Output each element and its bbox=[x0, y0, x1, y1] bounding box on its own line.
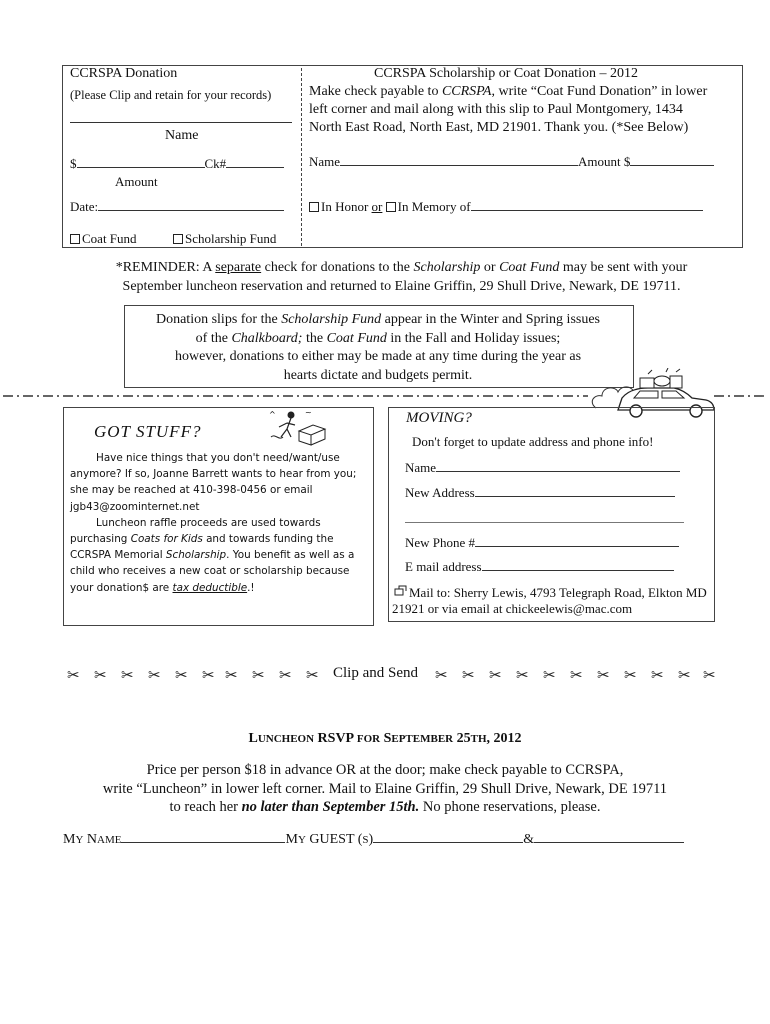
clip-and-send-label: Clip and Send bbox=[333, 665, 418, 681]
moving-title: MOVING? bbox=[406, 410, 472, 426]
amount-field-row bbox=[70, 156, 284, 172]
scissors-icon: ✂ bbox=[678, 668, 691, 684]
moving-name-label: Name bbox=[405, 460, 437, 475]
new-address-label: New Address bbox=[405, 485, 475, 500]
email-label: E mail address bbox=[405, 559, 482, 574]
got-stuff-paragraph-2: Luncheon raffle proceeds are used towards purchasing Coats for Kids and towards funding the CCRSPA Memorial Scholarship. You benefit as well as a child who receives a new coat or scholarship because your donation$ are tax deductible.! bbox=[70, 516, 355, 594]
instruction-line-1: Make check payable to CCRSPA, write “Coat Fund Donation” in lower bbox=[309, 84, 708, 99]
moving-subtitle: Don't forget to update address and phone info! bbox=[412, 434, 654, 449]
donor-name-row bbox=[309, 154, 714, 170]
name-label: Name bbox=[165, 128, 199, 143]
moving-name-line[interactable] bbox=[436, 471, 680, 472]
moving-name-row bbox=[405, 460, 680, 476]
email-row bbox=[405, 559, 674, 575]
scissors-icon: ✂ bbox=[462, 668, 475, 684]
donation-stub-clip-note: (Please Clip and retain for your records) bbox=[70, 88, 272, 102]
scissors-icon: ✂ bbox=[624, 668, 637, 684]
new-phone-row bbox=[405, 535, 679, 551]
fund-checkboxes bbox=[70, 231, 276, 247]
donation-heading: CCRSPA Scholarship or Coat Donation – 2012 bbox=[374, 66, 638, 81]
got-stuff-title: GOT STUFF? bbox=[94, 422, 202, 441]
rsvp-line-3: to reach her no later than September 15th. No phone reservations, please. bbox=[169, 799, 601, 815]
ck-label: Ck# bbox=[204, 156, 227, 171]
mail-to-text: Mail to: Sherry Lewis, 4793 Telegraph Road, Elkton MD 21921 or via email at chickeelewis@mac.com bbox=[392, 585, 707, 616]
scissors-icon: ✂ bbox=[570, 668, 583, 684]
honor-memory-row bbox=[309, 199, 703, 215]
scissors-icon: ✂ bbox=[225, 668, 238, 684]
rsvp-instructions bbox=[0, 761, 770, 817]
amount-label: Amount bbox=[115, 174, 158, 189]
donor-name-line[interactable] bbox=[340, 165, 578, 166]
scissors-icon: ✂ bbox=[175, 668, 188, 684]
donation-instructions bbox=[309, 83, 741, 137]
my-name-line[interactable] bbox=[121, 842, 285, 843]
instruction-line-2: left corner and mail along with this slip to Paul Montgomery, 1434 bbox=[309, 102, 683, 117]
amount-line[interactable] bbox=[77, 167, 205, 168]
svg-text:^: ^ bbox=[269, 410, 276, 419]
scholarship-fund-label: Scholarship Fund bbox=[185, 231, 277, 246]
in-memory-checkbox[interactable] bbox=[386, 202, 396, 212]
in-memory-label: In Memory of bbox=[397, 199, 471, 214]
scissors-icon: ✂ bbox=[121, 668, 134, 684]
svg-text:~: ~ bbox=[305, 408, 312, 417]
scissors-icon: ✂ bbox=[435, 668, 448, 684]
new-phone-label: New Phone # bbox=[405, 535, 476, 550]
dollar-sign: $ bbox=[70, 156, 77, 171]
person-with-box-icon bbox=[265, 407, 327, 447]
ampersand: & bbox=[523, 832, 535, 847]
new-phone-line[interactable] bbox=[475, 546, 679, 547]
donor-amount-line[interactable] bbox=[630, 165, 714, 166]
donor-amount-label: Amount $ bbox=[578, 154, 631, 169]
rsvp-line-2: write “Luncheon” in lower left corner. Mail to Elaine Griffin, 29 Shull Drive, Newark, DE 19711 bbox=[102, 780, 668, 797]
rsvp-line-1: Price per person $18 in advance OR at the door; make check payable to CCRSPA, bbox=[146, 762, 624, 778]
scissors-icon: ✂ bbox=[202, 668, 215, 684]
clip-dashed-divider bbox=[301, 68, 302, 246]
reminder-line-1: *REMINDER: A separate check for donations to the Scholarship or Coat Fund may be sent with your bbox=[115, 260, 688, 275]
my-name-label: MY NAME bbox=[63, 832, 122, 847]
honoree-line[interactable] bbox=[471, 210, 703, 211]
date-label: Date: bbox=[70, 199, 99, 214]
name-line[interactable] bbox=[70, 112, 292, 123]
scissors-icon: ✂ bbox=[67, 668, 80, 684]
scissors-icon: ✂ bbox=[597, 668, 610, 684]
coat-fund-label: Coat Fund bbox=[82, 231, 137, 246]
rsvp-name-row bbox=[63, 832, 684, 848]
coat-fund-checkbox[interactable] bbox=[70, 234, 80, 244]
reminder-text bbox=[62, 258, 741, 296]
got-stuff-paragraph-1: Have nice things that you don't need/want/use anymore? If so, Joanne Barrett wants to hear from you; she may be reached at 410-398-0456 or email jgb43@zoominternet.net bbox=[70, 452, 357, 513]
date-line[interactable] bbox=[98, 210, 284, 211]
got-stuff-body bbox=[70, 450, 368, 596]
guest-line-2[interactable] bbox=[534, 842, 684, 843]
donation-slips-text bbox=[124, 311, 632, 385]
slips-line-2: of the Chalkboard; the Coat Fund in the Fall and Holiday issues; bbox=[195, 330, 561, 346]
scissors-icon: ✂ bbox=[94, 668, 107, 684]
in-honor-checkbox[interactable] bbox=[309, 202, 319, 212]
scissors-icon: ✂ bbox=[703, 668, 716, 684]
ck-line[interactable] bbox=[226, 167, 284, 168]
scissors-icon: ✂ bbox=[489, 668, 502, 684]
donor-name-label: Name bbox=[309, 154, 341, 169]
reminder-line-2: September luncheon reservation and returned to Elaine Griffin, 29 Shull Drive, Newark, DE 19711. bbox=[122, 279, 681, 294]
scissors-icon: ✂ bbox=[516, 668, 529, 684]
scholarship-fund-checkbox[interactable] bbox=[173, 234, 183, 244]
scissors-icon: ✂ bbox=[306, 668, 319, 684]
new-address-line-2[interactable] bbox=[405, 522, 684, 523]
scissors-icon: ✂ bbox=[252, 668, 265, 684]
donation-stub-title: CCRSPA Donation bbox=[70, 66, 178, 81]
new-address-row bbox=[405, 485, 675, 501]
my-guests-label: MY GUEST (S) bbox=[285, 832, 374, 847]
or-label: or bbox=[371, 199, 383, 214]
new-address-line[interactable] bbox=[475, 496, 675, 497]
instruction-line-3: North East Road, North East, MD 21901. Thank you. (*See Below) bbox=[309, 120, 689, 135]
scissors-icon: ✂ bbox=[148, 668, 161, 684]
slips-line-4: hearts dictate and budgets permit. bbox=[283, 367, 473, 383]
in-honor-label: In Honor bbox=[321, 199, 372, 214]
slips-line-3: however, donations to either may be made at any time during the year as bbox=[174, 349, 582, 364]
scissors-icon: ✂ bbox=[651, 668, 664, 684]
date-field-row bbox=[70, 199, 284, 215]
email-line[interactable] bbox=[482, 570, 674, 571]
guest-line-1[interactable] bbox=[373, 842, 523, 843]
scissors-icon: ✂ bbox=[279, 668, 292, 684]
rsvp-heading: LUNCHEON RSVP FOR SEPTEMBER 25TH, 2012 bbox=[248, 731, 522, 746]
scissors-icon: ✂ bbox=[543, 668, 556, 684]
slips-line-1: Donation slips for the Scholarship Fund appear in the Winter and Spring issues bbox=[155, 312, 601, 327]
